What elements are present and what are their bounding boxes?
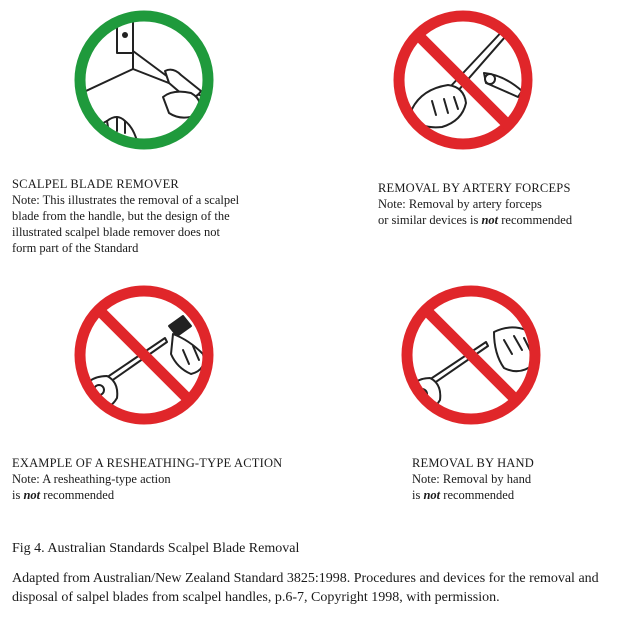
caption-note-line: Note: Removal by hand	[412, 472, 532, 486]
caption-note-line	[412, 487, 612, 503]
caption-note-line: Note: A resheathing-type action	[12, 472, 171, 486]
blade-remover-drawing	[73, 9, 215, 151]
caption-resheathing	[12, 455, 342, 503]
resheathing-illustration	[73, 284, 215, 426]
caption-text: recommended	[440, 488, 515, 502]
caption-text: or similar devices is	[378, 213, 482, 227]
caption-note-line: form part of the Standard	[12, 241, 139, 255]
caption-note-line: Note: This illustrates the removal of a scalpel	[12, 193, 240, 207]
caption-emphasis: not	[423, 488, 441, 502]
caption-artery-forceps	[378, 180, 618, 228]
caption-title: REMOVAL BY HAND	[412, 456, 534, 470]
caption-emphasis: not	[481, 213, 499, 227]
caption-note-line: blade from the handle, but the design of the	[12, 209, 230, 223]
caption-title: REMOVAL BY ARTERY FORCEPS	[378, 181, 571, 195]
caption-hand-removal	[412, 455, 612, 503]
caption-note-line	[378, 212, 618, 228]
caption-blade-remover	[12, 176, 312, 256]
caption-text: is	[412, 488, 424, 502]
caption-text: recommended	[40, 488, 115, 502]
caption-title: SCALPEL BLADE REMOVER	[12, 177, 179, 191]
figure-title: Fig 4. Australian Standards Scalpel Blade Removal	[12, 541, 300, 556]
caption-note-line	[12, 487, 342, 503]
caption-text: is	[12, 488, 24, 502]
figure-source: Adapted from Australian/New Zealand Standard 3825:1998. Procedures and devices for the removal and disposal of salpel blades from scalpel handles, p.6-7, Copyright 1998, with permission.	[12, 571, 599, 605]
caption-title: EXAMPLE OF A RESHEATHING-TYPE ACTION	[12, 456, 283, 470]
blade-remover-illustration	[73, 9, 215, 151]
caption-text: recommended	[498, 213, 573, 227]
artery-forceps-illustration	[392, 9, 534, 151]
caption-note-line: illustrated scalpel blade remover does not	[12, 225, 220, 239]
caption-emphasis: not	[23, 488, 41, 502]
hand-removal-illustration	[400, 284, 542, 426]
caption-note-line: Note: Removal by artery forceps	[378, 197, 542, 211]
